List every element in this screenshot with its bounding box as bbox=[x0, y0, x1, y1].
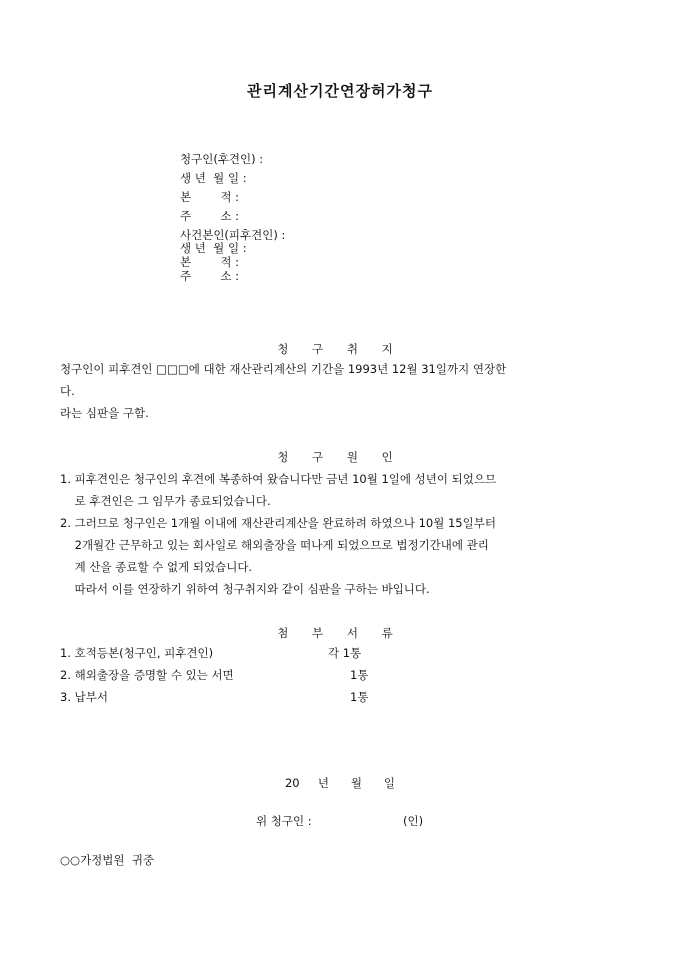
purpose-heading: 청 구 취 지 bbox=[277, 342, 403, 356]
attachments-heading: 첨 부 서 류 bbox=[277, 626, 403, 640]
cause-line: 로 후견인은 그 임무가 종료되었습니다. bbox=[60, 494, 271, 508]
cause-line: 따라서 이를 연장하기 위하여 청구취지와 같이 심판을 구하는 바입니다. bbox=[60, 582, 430, 596]
principal-domicile-label: 본 적 : bbox=[180, 255, 239, 269]
document-title: 관리계산기간연장허가청구 bbox=[247, 82, 433, 100]
purpose-line-3: 라는 심판을 구함. bbox=[60, 406, 149, 420]
seal-mark: (인) bbox=[403, 814, 424, 828]
cause-line: 2. 그러므로 청구인은 1개월 이내에 재산관리계산을 완료하려 하였으나 10월 15일부터 bbox=[60, 516, 496, 530]
applicant-address-label: 주 소 : bbox=[180, 209, 239, 223]
date-line: 20 년 월 일 bbox=[284, 776, 396, 790]
cause-line: 2개월간 근무하고 있는 회사일로 해외출장을 떠나게 되었으므로 법정기간내에 관리 bbox=[60, 538, 489, 552]
applicant-birthdate-label: 생 년 월 일 : bbox=[180, 171, 247, 185]
attachment-qty: 1통 bbox=[350, 690, 369, 704]
attachment-name: 1. 호적등본(청구인, 피후견인) bbox=[60, 646, 214, 660]
applicant-label: 청구인(후견인) : bbox=[180, 152, 264, 166]
attachment-name: 3. 납부서 bbox=[60, 690, 108, 704]
principal-birthdate-label: 생 년 월 일 : bbox=[180, 241, 247, 255]
cause-line: 1. 피후견인은 청구인의 후견에 복종하여 왔습니다만 금년 10월 1일에 성년이 되었으므 bbox=[60, 472, 497, 486]
principal-address-label: 주 소 : bbox=[180, 269, 239, 283]
purpose-line-1: 청구인이 피후견인 □□□에 대한 재산관리계산의 기간을 1993년 12월 31일까지 연장한 bbox=[60, 362, 507, 376]
signature-label: 위 청구인 : bbox=[256, 814, 312, 828]
attachment-qty: 각 1통 bbox=[328, 646, 362, 660]
principal-label: 사건본인(피후견인) : bbox=[180, 228, 286, 242]
attachment-qty: 1통 bbox=[350, 668, 369, 682]
court-addressee: ○○가정법원 귀중 bbox=[60, 853, 155, 867]
attachment-name: 2. 해외출장을 증명할 수 있는 서면 bbox=[60, 668, 234, 682]
purpose-line-2: 다. bbox=[60, 384, 75, 398]
applicant-domicile-label: 본 적 : bbox=[180, 190, 239, 204]
cause-line: 계 산을 종료할 수 없게 되었습니다. bbox=[60, 560, 253, 574]
cause-heading: 청 구 원 인 bbox=[277, 450, 403, 464]
